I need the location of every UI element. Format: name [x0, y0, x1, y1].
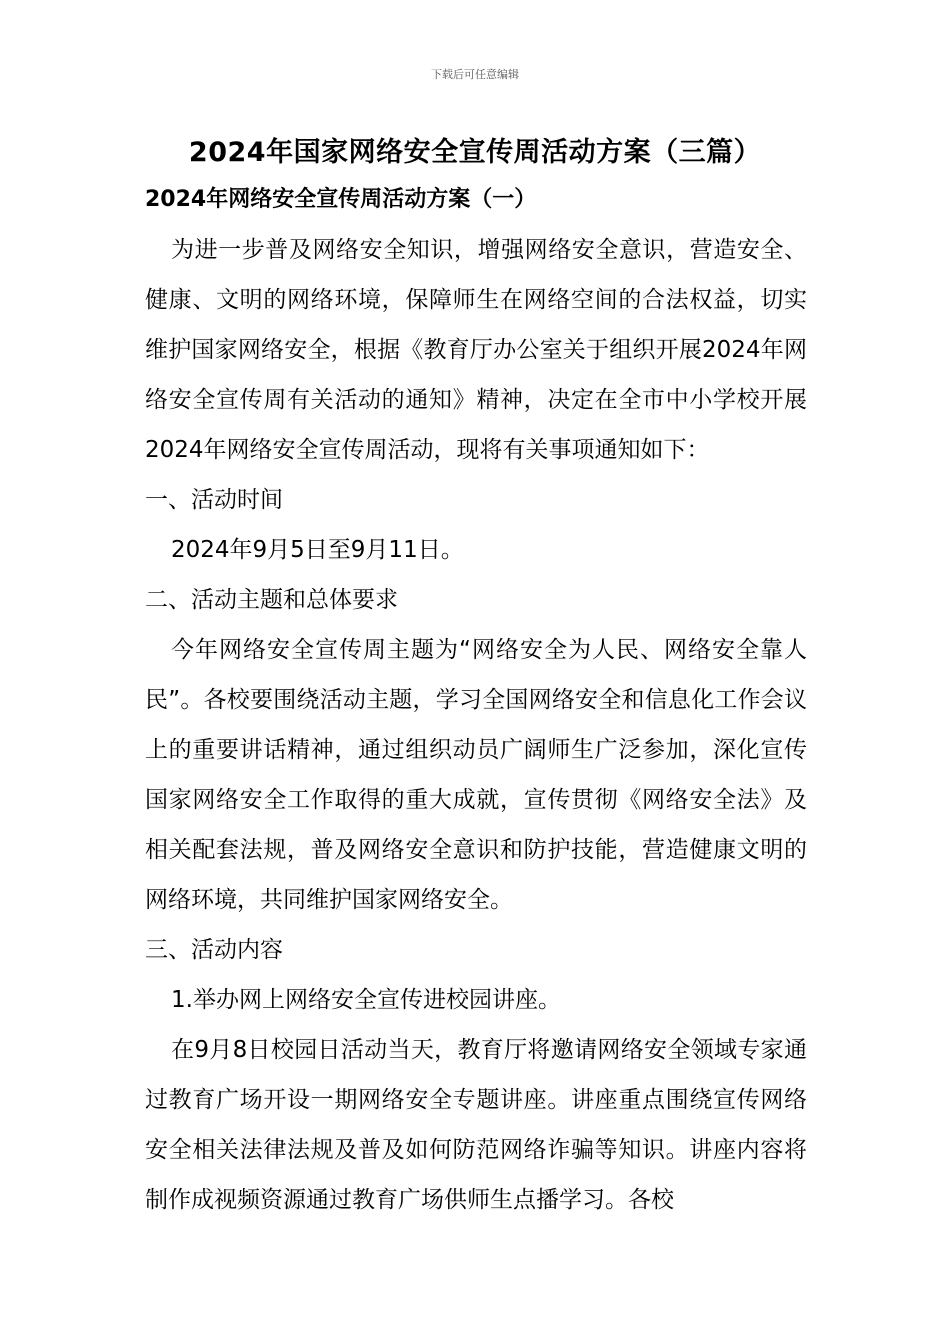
heading-activity-content: 三、活动内容 [145, 937, 283, 963]
intro-paragraph: 为进一步普及网络安全知识，增强网络安全意识，营造安全、健康、文明的网络环境，保障师生在网络空间的合法权益，切实维护国家网络安全，根据《教育厅办公室关于组织开展2024年网络安全宣传周有关活动的通知》精神，决定在全市中小学校开展2024年网络安全宣传周活动，现将有关事项通知如下： [145, 237, 807, 463]
document-title: 2024年国家网络安全宣传周活动方案（三篇） [188, 137, 762, 168]
content-item-1: 1.举办网上网络安全宣传进校园讲座。 [171, 987, 561, 1013]
heading-theme-requirements: 二、活动主题和总体要求 [145, 587, 398, 613]
heading-activity-time: 一、活动时间 [145, 487, 283, 513]
page-header-note: 下载后可任意编辑 [431, 68, 519, 81]
activity-time-paragraph: 2024年9月5日至9月11日。 [171, 537, 464, 563]
lecture-paragraph: 在9月8日校园日活动当天，教育厅将邀请网络安全领域专家通过教育广场开设一期网络安全专题讲座。讲座重点围绕宣传网络安全相关法律法规及普及如何防范网络诈骗等知识。讲座内容将制作成视频资源通过教育广场供师生点播学习。各校 [145, 1037, 807, 1213]
section-title: 2024年网络安全宣传周活动方案（一） [145, 187, 537, 212]
theme-paragraph: 今年网络安全宣传周主题为“网络安全为人民、网络安全靠人民”。各校要围绕活动主题，学习全国网络安全和信息化工作会议上的重要讲话精神，通过组织动员广阔师生广泛参加，深化宣传国家网络安全工作取得的重大成就，宣传贯彻《网络安全法》及相关配套法规，普及网络安全意识和防护技能，营造健康文明的网络环境，共同维护国家网络安全。 [145, 637, 807, 913]
document-body [145, 225, 807, 1225]
